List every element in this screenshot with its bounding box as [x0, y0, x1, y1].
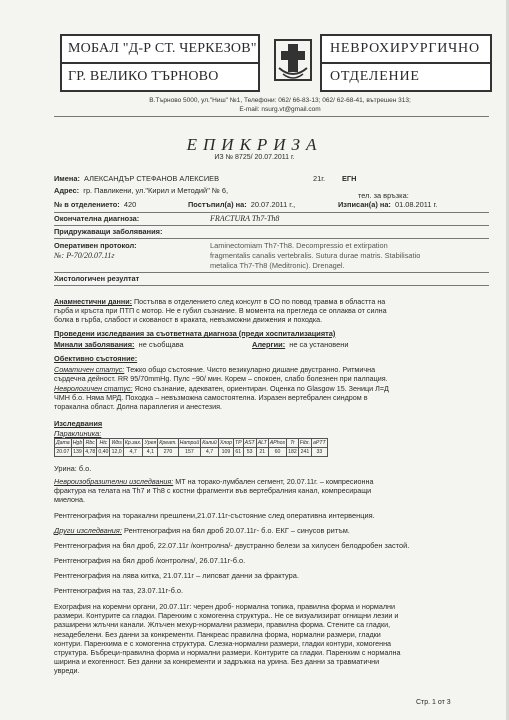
somatic-text-1: Тежко общо състояние. Чисто везикуларно дишане двустранно. Ритмична: [126, 365, 376, 374]
other-study-1: Рентгенография на бял дроб 20.07.11г- б.о. ЕКГ – синусов ритъм.: [123, 526, 350, 535]
address-label: Адрес:: [54, 186, 80, 195]
lab-value-cell: 60: [268, 448, 286, 457]
patient-name-row: [54, 174, 219, 183]
operation-text-3: metalica Th7-Th8 (Meditronic). Drenagel.: [210, 261, 345, 270]
divider: [54, 225, 489, 226]
address-email: E-mail: nsurg.vt@gmail.com: [239, 106, 321, 113]
echo-text-5: контури. Паренхима е с хомогенна структура. Слезка-нормални размери, гладки контури, хомогенна: [54, 638, 392, 648]
lab-header-cell: Hgb: [72, 440, 83, 446]
divider: [54, 238, 489, 239]
lab-value-cell: 0,40: [98, 449, 109, 455]
urine-result: Урина: б.о.: [54, 464, 92, 473]
lab-header-row: [55, 439, 328, 448]
histology-label: Хистологичен резултат: [54, 274, 140, 283]
lab-header-cell: Rbc: [85, 440, 95, 446]
hospital-address: [80, 96, 480, 114]
lab-values-row: [55, 448, 328, 457]
neuroimaging-text-2: фрактура на телата на Th7 и Th8 с костни фрагменти във вертебралния канал, компресиращи: [54, 486, 372, 496]
lab-header-cell: aPTT: [312, 440, 326, 446]
allergies-value: не са установени: [289, 340, 349, 349]
somatic-status: [54, 365, 490, 383]
dept-no-row: [54, 200, 136, 209]
dept-no-value: 420: [123, 200, 137, 209]
anamnesis-section: [54, 297, 490, 325]
lab-value-cell: 33: [311, 448, 327, 457]
neuroimaging-label: Невроизобразителни изследвания:: [54, 477, 174, 486]
egn-label: ЕГН: [342, 174, 357, 183]
hospital-name: МОБАЛ "Д-Р СТ. ЧЕРКЕЗОВ": [62, 36, 258, 64]
department-name-box: [320, 34, 492, 92]
concomitant-diseases-label: Придружаващи заболявания:: [54, 227, 163, 236]
operation-protocol-label: Оперативен протокол:: [54, 241, 137, 250]
final-diagnosis-label: Окончателна диагноза:: [54, 214, 140, 223]
header-divider: [54, 116, 489, 117]
operation-text-2: fragmentalis canalis vertebralis. Sutura durae matris. Stabilisatio: [210, 251, 421, 260]
echo-text-8: увреди.: [54, 666, 80, 676]
divider: [54, 285, 489, 286]
operation-text-1: Laminectomiam Th7-Th8. Decompressio et extirpation: [210, 241, 388, 250]
lab-value-cell: 4,78: [85, 449, 96, 455]
allergies-label: Алергии:: [252, 340, 286, 349]
divider: [54, 212, 489, 213]
anamnesis-text-1: Постъпва в отделението след консулт в СО по повод травма в областта на: [134, 297, 386, 306]
dept-no-label: № в отделението:: [54, 200, 120, 209]
somatic-text-2: сърдечна дейност. RR 95/70mmHg. Пулс ~90/ мин. Корем – спокоен, слабо болезнен при палпация.: [54, 374, 388, 384]
lab-header-cell: APhos: [269, 440, 286, 446]
echo-text-2: размери. Контурите са гладки. Паренхим с хомогенна структура.. Не се визуализират огнищни лезии и: [54, 611, 399, 621]
discharged-label: Изписан(а) на:: [338, 200, 391, 209]
hospital-logo-icon: [273, 38, 313, 82]
other-studies-label: Други изследвания:: [54, 526, 122, 535]
lab-header-cell: ALT: [257, 440, 267, 446]
other-study-3: Рентгенография на бял дроб /контролна/, 26.07.11г-б.о.: [54, 556, 246, 565]
lab-value-cell: 4,7: [123, 448, 143, 457]
abdominal-echo: [54, 602, 490, 676]
neuroimaging-section: [54, 477, 490, 505]
department-name-line2: ОТДЕЛЕНИЕ: [330, 69, 420, 84]
department-name-line1: НЕВРОХИРУРГИЧНО: [322, 36, 490, 64]
discharged-date: 01.08.2011 г.: [395, 200, 438, 209]
clinical-label: Параклиника:: [54, 429, 102, 438]
other-study-2: Рентгенография на бял дроб, 22.07.11г /контролна/- двустранно белези за хилусен белодробен застой.: [54, 541, 410, 550]
lab-value-cell: 270: [158, 448, 178, 457]
phone-label: тел. за връзка:: [358, 191, 409, 200]
anamnesis-label: Анамнестични данни:: [54, 297, 133, 306]
admitted-row: [188, 200, 295, 209]
neuro-label: Неврологичен статус:: [54, 384, 133, 393]
lab-header-cell: Tr: [287, 439, 299, 448]
lab-header-cell: Натрий: [179, 440, 200, 446]
investigations-heading: Изследвания: [54, 419, 103, 428]
name-label: Имена:: [54, 174, 80, 183]
studies-heading: Проведени изследвания за съответната диагноза (преди хоспитализацията): [54, 329, 336, 338]
other-study-4: Рентгенография на лява китка, 21.07.11г – липсват данни за фрактура.: [54, 571, 299, 580]
lab-header-cell: Креат.: [159, 440, 177, 446]
hospital-name-box: [60, 34, 260, 92]
echo-text-3: разширени жлъчни канали. Жлъчен мехур-нормални размери, правилна форма. Стените са гладки,: [54, 620, 391, 630]
patient-address-row: [54, 186, 228, 195]
lab-value-cell: 241: [298, 448, 311, 457]
neuro-status: [54, 384, 490, 412]
lab-header-cell: Урея: [144, 440, 157, 446]
lab-header-cell: Fibr.: [299, 440, 310, 446]
lab-value-cell: 109: [218, 448, 233, 457]
divider: [54, 272, 489, 273]
lab-header-cell: Калий: [202, 440, 217, 446]
lab-value-cell: 61: [235, 449, 242, 455]
lab-header-cell: Хлор: [219, 440, 232, 446]
lab-value-cell: 20.07: [56, 449, 70, 455]
discharged-row: [338, 200, 437, 209]
allergies-row: [252, 340, 348, 349]
objective-heading: Обективно състояние:: [54, 354, 138, 363]
lab-header-cell: Кр.зах.: [124, 440, 142, 446]
lab-header-cell: Htc: [97, 439, 110, 448]
final-diagnosis-value: FRACTURA Th7-Th8: [210, 214, 280, 223]
document-title: ЕПИКРИЗА: [186, 135, 323, 154]
echo-text-7: ширина и ехогенност. Без данни за конкременти и задръжка на урина. Без данни за травматични: [54, 657, 380, 667]
patient-age: 21г.: [313, 174, 326, 183]
lab-value-cell: 4,7: [201, 448, 219, 457]
xray-thoracic: Рентгенография на торакални прешлени,21.07.11г-състояние след оперативна интервенция.: [54, 511, 375, 520]
neuro-text-2: ЧМН б.о. Няма МРД. Походка – невъзможна самостоятелна. Изразен вертебрален синдром в: [54, 393, 368, 403]
past-diseases-label: Минали заболявания:: [54, 340, 135, 349]
past-diseases-value: не съобщава: [138, 340, 184, 349]
anamnesis-text-2: гърба и кръста при ПТП с мотор. Не е губил съзнание. В момента на прегледа се оплаква от силна: [54, 306, 387, 316]
other-study-5: Рентгенография на таз, 23.07.11г-б.о.: [54, 586, 184, 595]
anamnesis-text-3: болка в гърба, слабост и скованост в краката, невъзможни движения и походка.: [54, 315, 323, 325]
lab-header-cell: AST: [244, 440, 255, 446]
echo-text-1: Ехография на коремни органи, 20.07.11г: черен дроб- нормална топика, правилна форма и нормални: [54, 602, 396, 611]
neuro-text-1: Ясно съзнание, адекватен, ориентиран. Оценка по Glasgow 15. Зеници Л=Д: [134, 384, 389, 393]
somatic-label: Соматичен статус:: [54, 365, 125, 374]
lab-value-cell: 21: [256, 448, 268, 457]
echo-text-4: незадебелени. Без данни за конкременти. Панкреас правилна форма, нормални размери, гладки: [54, 629, 381, 639]
patient-name: АЛЕКСАНДЪР СТЕФАНОВ АЛЕКСИЕВ: [84, 174, 220, 183]
neuro-text-3: торакална област. Долна параплегия и анестезия.: [54, 402, 222, 412]
admitted-label: Постъпил(а) на:: [188, 200, 247, 209]
neuroimaging-text-3: миелона.: [54, 495, 85, 505]
address-phones: В.Търново 5000, ул."Ниш" №1, Телефони: 062/ 66-83-13; 062/ 62-68-41, вътрешен 313;: [149, 97, 411, 104]
other-studies-row: [54, 526, 350, 535]
patient-address: гр. Павликени, ул."Кирил и Методий" № 6,: [83, 186, 229, 195]
lab-value-cell: 157: [178, 448, 201, 457]
lab-header-cell: TP: [234, 440, 242, 446]
operation-protocol-number: №: Р-70/20.07.11г: [54, 251, 115, 260]
lab-value-cell: 53: [243, 448, 256, 457]
lab-value-cell: 4,1: [143, 448, 158, 457]
lab-header-cell: Дата: [56, 440, 70, 446]
document-number: ИЗ № 8725/ 20.07.2011 г.: [214, 154, 295, 161]
lab-value-cell: 12,0: [111, 449, 122, 455]
lab-header-cell: Wbs: [111, 440, 122, 446]
letterhead: [60, 34, 490, 92]
echo-text-6: структура. Бъбреци-правилна форма и нормални размери. Контурите са гладки. Паренхим с нормална: [54, 648, 401, 658]
page-number: Стр. 1 от 3: [416, 699, 451, 706]
neuroimaging-text-1: МТ на торако-лумбален сегмент, 20.07.11г. – компресионна: [175, 477, 374, 486]
lab-value-cell: 139: [73, 449, 82, 455]
admitted-date: 20.07.2011 г.,: [250, 200, 296, 209]
lab-results-table: [54, 438, 328, 457]
past-diseases-row: [54, 340, 184, 349]
hospital-city: ГР. ВЕЛИКО ТЪРНОВО: [68, 69, 219, 84]
lab-value-cell: 182: [288, 449, 297, 455]
